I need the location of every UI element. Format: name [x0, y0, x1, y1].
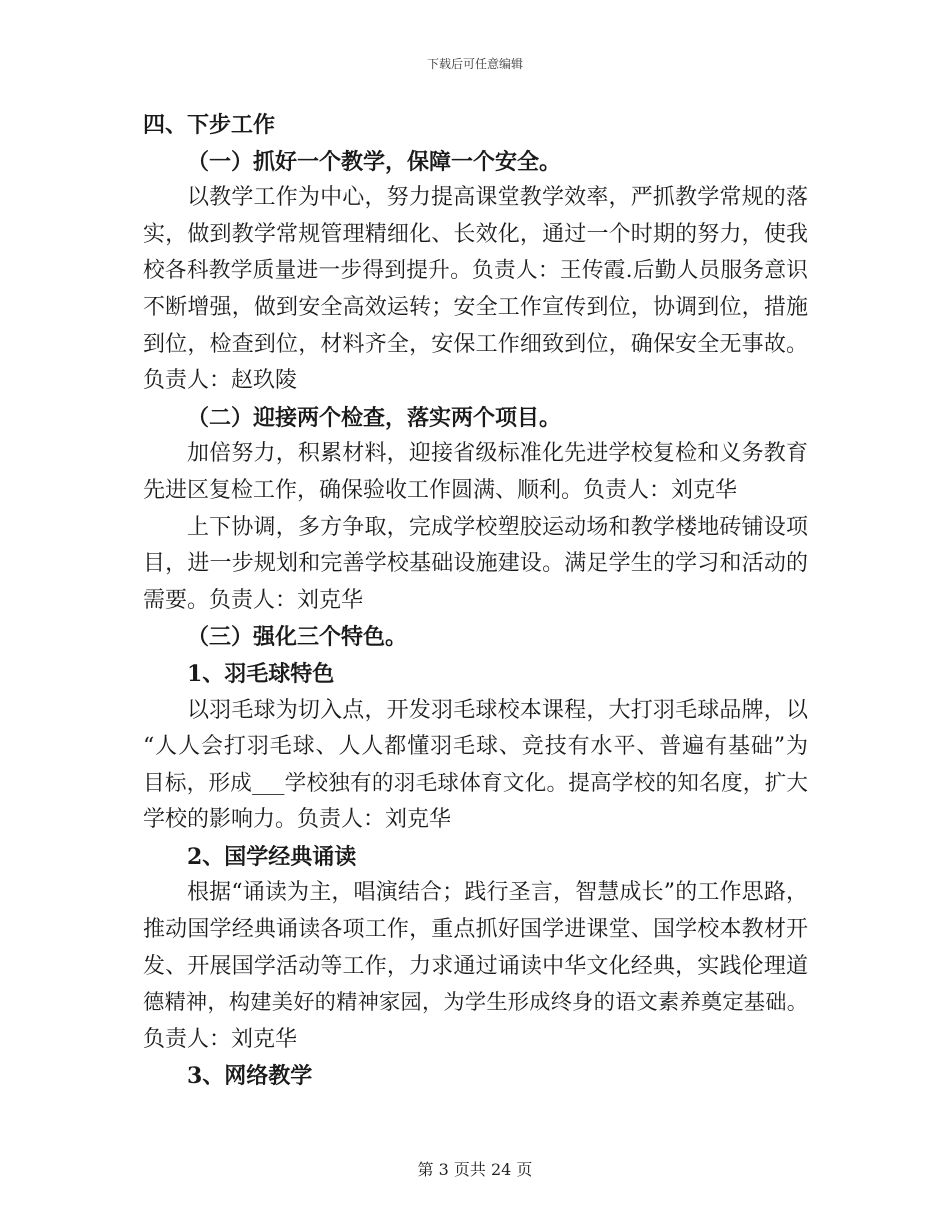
paragraph-line: 加倍努力，积累材料，迎接省级标准化先进学校复检和义务教育 — [187, 441, 808, 467]
paragraph-line: 上下协调，多方争取，完成学校塑胶运动场和教学楼地砖铺设项 — [187, 514, 808, 540]
paragraph-line: 发、开展国学活动等工作，力求通过诵读中华文化经典，实践伦理道 — [143, 953, 808, 979]
page-number: 第 3 页共 24 页 — [417, 1160, 533, 1179]
paragraph-line: 目，进一步规划和完善学校基础设施建设。满足学生的学习和活动的 — [143, 551, 808, 577]
paragraph-line: 负责人：赵玖陵 — [143, 368, 298, 394]
paragraph-line: 目标，形成___学校独有的羽毛球体育文化。提高学校的知名度，扩大 — [143, 770, 808, 796]
paragraph-line: 根据“诵读为主，唱演结合；践行圣言，智慧成长”的工作思路， — [187, 880, 808, 906]
paragraph-line: 到位，检查到位，材料齐全，安保工作细致到位，确保安全无事故。 — [143, 331, 808, 357]
header-note: 下载后可任意编辑 — [426, 57, 523, 71]
paragraph-line: 推动国学经典诵读各项工作，重点抓好国学进课堂、国学校本教材开 — [143, 917, 808, 943]
paragraph-line: 校各科教学质量进一步得到提升。负责人：王传霞.后勤人员服务意识 — [143, 258, 808, 284]
paragraph-line: 实，做到教学常规管理精细化、长效化，通过一个时期的努力，使我 — [143, 221, 808, 247]
section-heading: 3、网络教学 — [187, 1063, 313, 1090]
section-heading: 2、国学经典诵读 — [187, 843, 357, 870]
paragraph-line: 先进区复检工作，确保验收工作圆满、顺利。负责人：刘克华 — [143, 477, 738, 503]
paragraph-line: “人人会打羽毛球、人人都懂羽毛球、竞技有水平、普遍有基础”为 — [143, 734, 808, 760]
paragraph-line: 负责人：刘克华 — [143, 1026, 298, 1052]
section-heading: 四、下步工作 — [143, 112, 276, 138]
section-heading: （二）迎接两个检查，落实两个项目。 — [187, 404, 562, 431]
paragraph-line: 学校的影响力。负责人：刘克华 — [143, 807, 452, 833]
paragraph-line: 不断增强，做到安全高效运转；安全工作宣传到位，协调到位，措施 — [143, 294, 808, 320]
paragraph-line: 以教学工作为中心，努力提高课堂教学效率，严抓教学常规的落 — [187, 185, 808, 211]
section-heading: （一）抓好一个教学，保障一个安全。 — [187, 148, 562, 175]
section-heading: 1、羽毛球特色 — [187, 660, 335, 687]
section-heading: （三）强化三个特色。 — [187, 624, 408, 651]
paragraph-line: 德精神，构建美好的精神家园，为学生形成终身的语文素养奠定基础。 — [143, 990, 808, 1016]
paragraph-line: 以羽毛球为切入点，开发羽毛球校本课程，大打羽毛球品牌，以 — [187, 697, 808, 723]
document-body — [143, 107, 808, 1095]
paragraph-line: 需要。负责人：刘克华 — [143, 587, 364, 613]
